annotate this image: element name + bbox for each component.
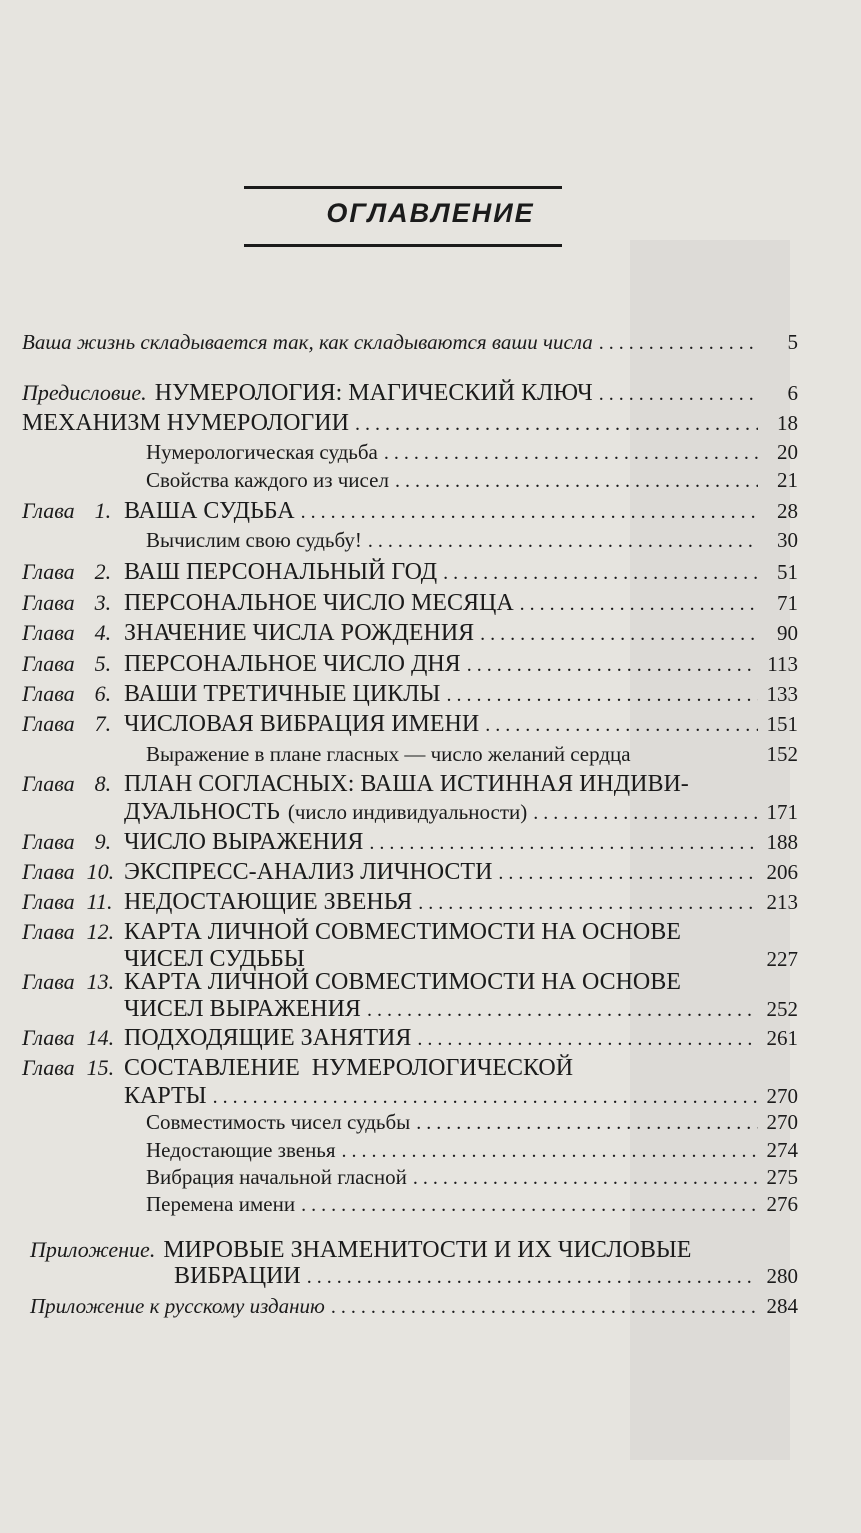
toc-subentry (22, 1110, 798, 1135)
page-title: ОГЛАВЛЕНИЕ (326, 198, 535, 228)
chapter-label: Глава (22, 620, 75, 645)
entry-title: КАРТА ЛИЧНОЙ СОВМЕСТИМОСТИ НА ОСНОВЕ (124, 969, 681, 995)
page-number: 276 (766, 1192, 798, 1216)
toc-subentry (22, 1138, 798, 1163)
page-number: 261 (766, 1026, 798, 1050)
page-number: 275 (766, 1165, 798, 1189)
page-number: 252 (766, 997, 798, 1021)
dot-leader (593, 332, 758, 355)
dot-leader (437, 562, 758, 585)
dot-leader (593, 383, 758, 406)
dot-leader (527, 802, 758, 825)
toc-entry-chapter-13-cont (22, 996, 798, 1023)
page-number: 71 (777, 591, 798, 615)
entry-title: Выражение в плане гласных — число желаний сердца (146, 742, 631, 766)
dot-leader (492, 862, 758, 885)
chapter-number: 12. (86, 919, 115, 944)
dot-leader (295, 1194, 758, 1217)
entry-title: ПОДХОДЯЩИЕ ЗАНЯТИЯ (124, 1025, 412, 1051)
chapter-number: 9. (94, 829, 112, 854)
dot-leader (325, 1296, 758, 1319)
toc-entry-chapter-9 (22, 829, 798, 856)
page-number: 171 (766, 800, 798, 824)
toc-entry-chapter-2 (22, 559, 798, 586)
toc-subentry (22, 742, 798, 767)
chapter-label: Глава (22, 889, 75, 914)
dot-leader (361, 999, 758, 1022)
toc-entry-chapter-8 (22, 771, 798, 798)
dot-leader (514, 593, 758, 616)
page-number: 90 (777, 621, 798, 645)
toc-entry-chapter-8-cont (22, 799, 798, 826)
chapter-label: Глава (22, 829, 75, 854)
entry-note: (число индивидуальности) (287, 800, 528, 824)
page-number: 113 (767, 652, 798, 676)
entry-title: КАРТА ЛИЧНОЙ СОВМЕСТИМОСТИ НА ОСНОВЕ (124, 919, 681, 945)
chapter-number: 14. (86, 1025, 115, 1050)
dot-leader (363, 832, 758, 855)
page-number: 270 (766, 1084, 798, 1108)
entry-title: Вибрация начальной гласной (146, 1165, 407, 1189)
chapter-label: Глава (22, 771, 75, 796)
toc-entry-appendix-cont (22, 1263, 798, 1290)
toc-subentry (22, 1192, 798, 1217)
chapter-label: Глава (22, 711, 75, 736)
toc-entry-chapter-11 (22, 889, 798, 916)
chapter-label: Глава (22, 1025, 75, 1050)
chapter-number: 13. (86, 969, 115, 994)
dot-leader (301, 1266, 758, 1289)
toc-entry-chapter-15 (22, 1055, 798, 1082)
entry-title-cont: ЧИСЕЛ СУДЬБЫ (124, 946, 305, 972)
chapter-number: 6. (94, 681, 112, 706)
chapter-label: Глава (22, 1055, 75, 1080)
chapter-label: Глава (22, 559, 75, 584)
chapter-number: 3. (94, 590, 112, 615)
toc-entry-chapter-12 (22, 919, 798, 946)
chapter-number: 7. (94, 711, 112, 736)
page-number: 188 (766, 830, 798, 854)
page-number: 6 (787, 381, 798, 405)
entry-title: МИРОВЫЕ ЗНАМЕНИТОСТИ И ИХ ЧИСЛОВЫЕ (163, 1237, 692, 1263)
heading-rule-top (244, 186, 562, 189)
entry-title: Недостающие звенья (146, 1138, 336, 1162)
page-number: 274 (766, 1138, 798, 1162)
dot-leader (461, 654, 758, 677)
page-number: 151 (766, 712, 798, 736)
toc-entry-chapter-13 (22, 969, 798, 996)
entry-title-cont: КАРТЫ (124, 1083, 207, 1109)
entry-title: НУМЕРОЛОГИЯ: МАГИЧЕСКИЙ КЛЮЧ (154, 380, 593, 406)
toc-entry-appendix (22, 1237, 798, 1264)
chapter-number: 8. (94, 771, 112, 796)
page-number: 21 (777, 468, 798, 492)
entry-title: ПЕРСОНАЛЬНОЕ ЧИСЛО МЕСЯЦА (124, 590, 514, 616)
entry-title: ВАША СУДЬБА (124, 498, 295, 524)
entry-title: НЕДОСТАЮЩИЕ ЗВЕНЬЯ (124, 889, 413, 915)
dot-leader (407, 1167, 758, 1190)
entry-title: МЕХАНИЗМ НУМЕРОЛОГИИ (22, 410, 349, 436)
toc-subentry (22, 440, 798, 465)
entry-title: ЭКСПРЕСС-АНАЛИЗ ЛИЧНОСТИ (124, 859, 493, 885)
toc-entry-chapter-7 (22, 711, 798, 738)
entry-title: Ваша жизнь складывается так, как складываются ваши числа (22, 330, 593, 354)
chapter-label: Глава (22, 590, 75, 615)
entry-title: ЗНАЧЕНИЕ ЧИСЛА РОЖДЕНИЯ (124, 620, 475, 646)
entry-title-cont: ЧИСЕЛ ВЫРАЖЕНИЯ (124, 996, 361, 1022)
entry-title-cont: ВИБРАЦИИ (174, 1263, 301, 1289)
chapter-number: 15. (86, 1055, 115, 1080)
toc-entry-chapter-14 (22, 1025, 798, 1052)
dot-leader (474, 623, 758, 646)
chapter-label: Глава (22, 859, 75, 884)
chapter-number: 11. (86, 889, 113, 914)
entry-title: ВАШИ ТРЕТИЧНЫЕ ЦИКЛЫ (124, 681, 441, 707)
chapter-label: Глава (22, 681, 75, 706)
page-number: 30 (777, 528, 798, 552)
dot-leader (349, 413, 758, 436)
entry-title: Перемена имени (146, 1192, 296, 1216)
toc-entry-chapter-1 (22, 498, 798, 525)
dot-leader (389, 470, 758, 493)
dot-leader (412, 892, 758, 915)
entry-title: ПЛАН СОГЛАСНЫХ: ВАША ИСТИННАЯ ИНДИВИ- (124, 771, 689, 797)
dot-leader (410, 1112, 758, 1135)
entry-title: ВАШ ПЕРСОНАЛЬНЫЙ ГОД (124, 559, 438, 585)
entry-title: СОСТАВЛЕНИЕ НУМЕРОЛОГИЧЕСКОЙ (124, 1055, 574, 1081)
dot-leader (207, 1086, 758, 1109)
chapter-label: Глава (22, 498, 75, 523)
page-number: 280 (766, 1264, 798, 1288)
entry-title-cont: ДУАЛЬНОСТЬ (124, 799, 280, 825)
heading-rule-bottom (244, 244, 562, 247)
page-number: 213 (766, 890, 798, 914)
page-number: 18 (777, 411, 798, 435)
entry-title: Нумерологическая судьба (146, 440, 378, 464)
chapter-label: Глава (22, 919, 75, 944)
entry-title: ЧИСЛОВАЯ ВИБРАЦИЯ ИМЕНИ (124, 711, 480, 737)
chapter-number: 5. (94, 651, 112, 676)
chapter-number: 2. (94, 559, 112, 584)
dot-leader (378, 442, 758, 465)
dot-leader (440, 684, 758, 707)
toc-entry-chapter-15-cont (22, 1083, 798, 1110)
chapter-number: 1. (94, 498, 112, 523)
dot-leader (295, 501, 758, 524)
toc-entry-chapter-5 (22, 651, 798, 678)
page-number: 133 (766, 682, 798, 706)
entry-title: Приложение к русскому изданию (30, 1294, 325, 1318)
chapter-label: Глава (22, 651, 75, 676)
page-number: 51 (777, 560, 798, 584)
entry-title: ЧИСЛО ВЫРАЖЕНИЯ (124, 829, 364, 855)
page-number: 5 (787, 330, 798, 354)
page-number: 284 (766, 1294, 798, 1318)
toc-subentry (22, 1165, 798, 1190)
toc-entry-appendix-ru (22, 1294, 798, 1319)
toc-entry-chapter-4 (22, 620, 798, 647)
entry-title: Совместимость чисел судьбы (146, 1110, 411, 1134)
toc-entry-chapter-10 (22, 859, 798, 886)
chapter-number: 4. (94, 620, 112, 645)
page-number: 206 (766, 860, 798, 884)
toc-entry-intro (22, 330, 798, 355)
page-number: 20 (777, 440, 798, 464)
page-number: 152 (766, 742, 798, 766)
page-number: 227 (766, 947, 798, 971)
dot-leader (336, 1140, 758, 1163)
toc-entry-preface (22, 380, 798, 407)
page-number: 270 (766, 1110, 798, 1134)
page-number: 28 (777, 499, 798, 523)
dot-leader (411, 1028, 758, 1051)
entry-title: Вычислим свою судьбу! (146, 528, 362, 552)
dot-leader (362, 530, 758, 553)
entry-title: ПЕРСОНАЛЬНОЕ ЧИСЛО ДНЯ (124, 651, 461, 677)
entry-label: Приложение. (30, 1237, 156, 1262)
toc-subentry (22, 528, 798, 553)
chapter-label: Глава (22, 969, 75, 994)
entry-label: Предисловие. (22, 380, 147, 405)
toc-entry-chapter-3 (22, 590, 798, 617)
toc-entry-mechanism (22, 410, 798, 437)
toc-subentry (22, 468, 798, 493)
toc-entry-chapter-6 (22, 681, 798, 708)
dot-leader (479, 714, 758, 737)
entry-title: Свойства каждого из чисел (146, 468, 389, 492)
chapter-number: 10. (86, 859, 115, 884)
